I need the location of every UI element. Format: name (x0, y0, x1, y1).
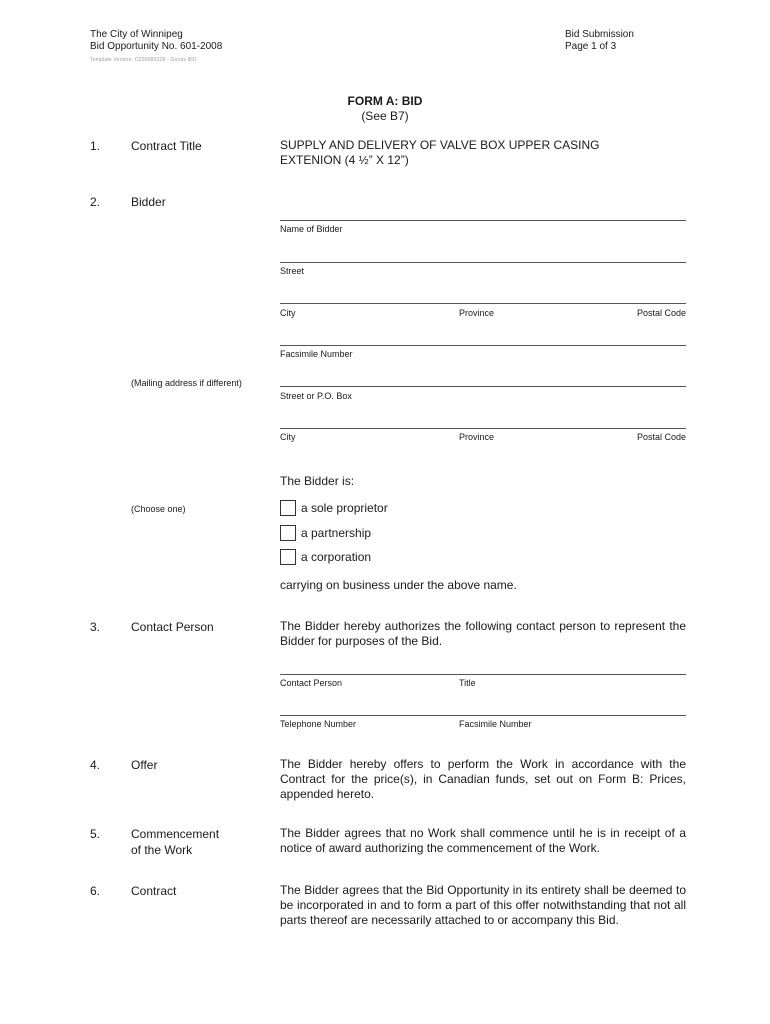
province-caption-2: Province (459, 432, 495, 442)
title-caption: Title (459, 678, 476, 688)
header-city: The City of Winnipeg (90, 29, 183, 40)
header-left (90, 29, 222, 53)
section-1-label: Contract Title (131, 139, 202, 153)
contact-title-line[interactable] (280, 674, 686, 675)
telephone-number-caption: Telephone Number (280, 719, 357, 729)
corporation-label: a corporation (301, 550, 372, 564)
city-province-postal-line[interactable] (280, 303, 686, 304)
contract-title-value (280, 138, 686, 168)
province-caption: Province (459, 308, 495, 318)
header-bid-opportunity: Bid Opportunity No. 601-2008 (90, 41, 223, 52)
mailing-street-line[interactable] (280, 386, 686, 387)
section-1-number: 1. (90, 139, 101, 153)
postal-code-caption-2: Postal Code (636, 432, 686, 442)
commencement-text: The Bidder agrees that no Work shall commence until he is in receipt of a notice of award authorizing the commencement of the Work. (280, 826, 686, 855)
section-2-label: Bidder (131, 195, 166, 209)
partnership-label: a partnership (301, 526, 372, 540)
street-caption: Street (280, 266, 305, 276)
choose-one-note: (Choose one) (131, 504, 186, 514)
sole-proprietor-label: a sole proprietor (301, 501, 388, 515)
section-5-label (131, 826, 219, 858)
form-title: FORM A: BID (347, 94, 423, 108)
section-2-number: 2. (90, 195, 101, 209)
city-caption: City (280, 308, 296, 318)
street-line[interactable] (280, 262, 686, 263)
header-bid-submission: Bid Submission (565, 29, 634, 40)
facsimile-caption: Facsimile Number (280, 349, 353, 359)
partnership-checkbox[interactable] (280, 525, 296, 541)
section-6-number: 6. (90, 884, 101, 898)
section-6-label: Contract (131, 884, 177, 898)
form-subtitle: (See B7) (361, 109, 409, 123)
sole-proprietor-checkbox[interactable] (280, 500, 296, 516)
section-4-label: Offer (131, 758, 158, 772)
mailing-address-note: (Mailing address if different) (131, 378, 242, 388)
street-po-box-caption: Street or P.O. Box (280, 391, 352, 401)
bidder-is-text: The Bidder is: (280, 474, 355, 488)
section-3-label: Contact Person (131, 620, 214, 634)
name-of-bidder-line[interactable] (280, 220, 686, 221)
city-caption-2: City (280, 432, 296, 442)
contract-title-line1: SUPPLY AND DELIVERY OF VALVE BOX UPPER CASING (280, 138, 600, 152)
facsimile-line[interactable] (280, 345, 686, 346)
contract-text: The Bidder agrees that the Bid Opportunity in its entirety shall be deemed to be incorporated in and to form a part of this offer notwithstanding that not all parts thereof are necessarily attached to or accompany this Bid. (280, 883, 686, 927)
section-5-number: 5. (90, 827, 101, 841)
template-note: Template Version: C020080328 - Goods BID (90, 57, 197, 63)
corporation-checkbox[interactable] (280, 549, 296, 565)
telephone-facsimile-line[interactable] (280, 715, 686, 716)
section-5-label-line2: of the Work (131, 843, 193, 857)
postal-code-caption: Postal Code (636, 308, 686, 318)
contact-facsimile-caption: Facsimile Number (459, 719, 532, 729)
section-4-number: 4. (90, 758, 101, 772)
name-of-bidder-caption: Name of Bidder (280, 224, 343, 234)
header-page-number: Page 1 of 3 (565, 41, 617, 52)
carrying-on-text: carrying on business under the above name. (280, 578, 517, 592)
contract-title-line2: EXTENION (4 ½” X 12”) (280, 153, 409, 167)
section-5-label-line1: Commencement (131, 827, 220, 841)
mailing-city-line[interactable] (280, 428, 686, 429)
section-3-number: 3. (90, 620, 101, 634)
header-right (565, 29, 634, 53)
contact-person-caption: Contact Person (280, 678, 343, 688)
contact-person-text: The Bidder hereby authorizes the following contact person to represent the Bidder for purposes of the Bid. (280, 619, 686, 648)
offer-text: The Bidder hereby offers to perform the Work in accordance with the Contract for the price(s), in Canadian funds, set out on Form B: Prices, appended hereto. (280, 757, 686, 801)
